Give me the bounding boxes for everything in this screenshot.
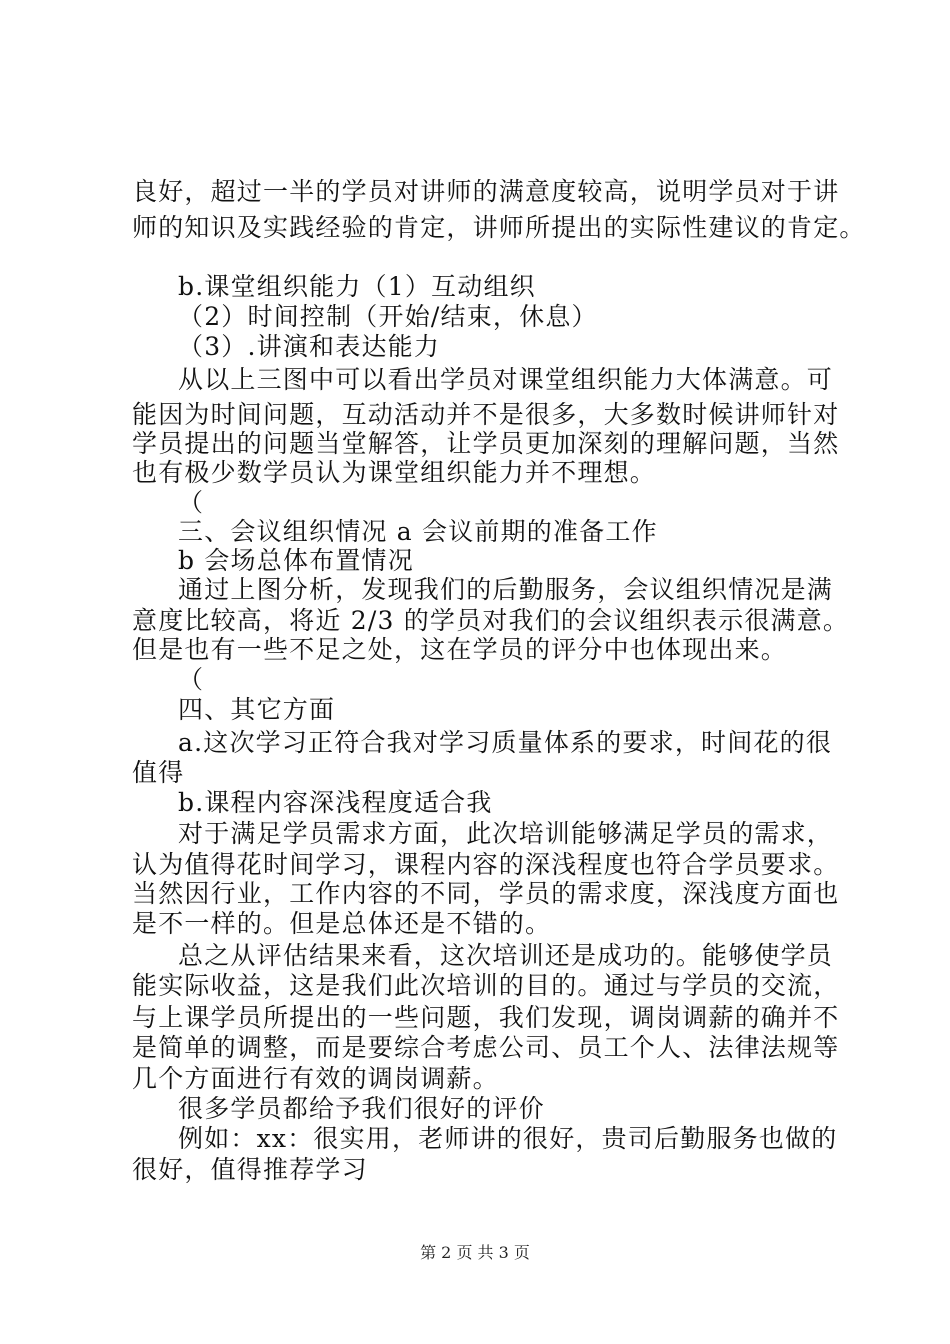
- body-text-line: 当然因行业，工作内容的不同，学员的需求度，深浅度方面也: [132, 879, 840, 908]
- section-item-line: b.课堂组织能力（1）互动组织: [178, 272, 536, 301]
- section-heading: 三、会议组织情况 a 会议前期的准备工作: [178, 517, 658, 546]
- body-text-line: 能因为时间问题，互动活动并不是很多，大多数时候讲师针对: [132, 400, 840, 429]
- body-text-line: 意度比较高，将近 2/3 的学员对我们的会议组织表示很满意。: [132, 606, 850, 635]
- body-text-line: 通过上图分析，发现我们的后勤服务，会议组织情况是满: [178, 575, 834, 604]
- body-text-line: 认为值得花时间学习，课程内容的深浅程度也符合学员要求。: [132, 850, 840, 879]
- bracket-placeholder: （: [178, 488, 205, 517]
- body-text-line: 也有极少数学员认为课堂组织能力并不理想。: [132, 458, 657, 487]
- bracket-placeholder: （: [178, 665, 205, 694]
- body-text-line: 是简单的调整，而是要综合考虑公司、员工个人、法律法规等: [132, 1033, 840, 1062]
- section-item-line: （2）时间控制（开始/结束，休息）: [178, 302, 598, 331]
- section-item-line: b 会场总体布置情况: [178, 546, 414, 575]
- body-text-line: 学员提出的问题当堂解答，让学员更加深刻的理解问题，当然: [132, 429, 840, 458]
- body-text-line: 但是也有一些不足之处，这在学员的评分中也体现出来。: [132, 635, 788, 664]
- body-text-line: 师的知识及实践经验的肯定，讲师所提出的实际性建议的肯定。: [132, 213, 866, 242]
- body-text-line: 良好，超过一半的学员对讲师的满意度较高，说明学员对于讲: [132, 177, 840, 206]
- section-item-line: b.课程内容深浅程度适合我: [178, 788, 493, 817]
- page-footer: 第 2 页 共 3 页: [420, 1243, 530, 1262]
- body-text-line: 与上课学员所提出的一些问题，我们发现，调岗调薪的确并不: [132, 1003, 840, 1032]
- body-text-line: 能实际收益，这是我们此次培训的目的。通过与学员的交流，: [132, 971, 840, 1000]
- body-text-line: 值得: [132, 758, 185, 787]
- section-heading: 四、其它方面: [178, 695, 336, 724]
- body-text-line: 是不一样的。但是总体还是不错的。: [132, 909, 552, 938]
- body-text-line: 从以上三图中可以看出学员对课堂组织能力大体满意。可: [178, 365, 834, 394]
- body-text-line: 很多学员都给予我们很好的评价: [178, 1094, 545, 1123]
- section-item-line: （3）.讲演和表达能力: [178, 332, 441, 361]
- body-text-line: 对于满足学员需求方面，此次培训能够满足学员的需求，: [178, 819, 834, 848]
- body-text-line: 很好，值得推荐学习: [132, 1155, 368, 1184]
- body-text-line: 几个方面进行有效的调岗调薪。: [132, 1064, 499, 1093]
- body-text-line: 例如：xx：很实用，老师讲的很好，贵司后勤服务也做的: [178, 1124, 838, 1153]
- body-text-line: 总之从评估结果来看，这次培训还是成功的。能够使学员: [178, 941, 834, 970]
- section-item-line: a.这次学习正符合我对学习质量体系的要求，时间花的很: [178, 728, 833, 757]
